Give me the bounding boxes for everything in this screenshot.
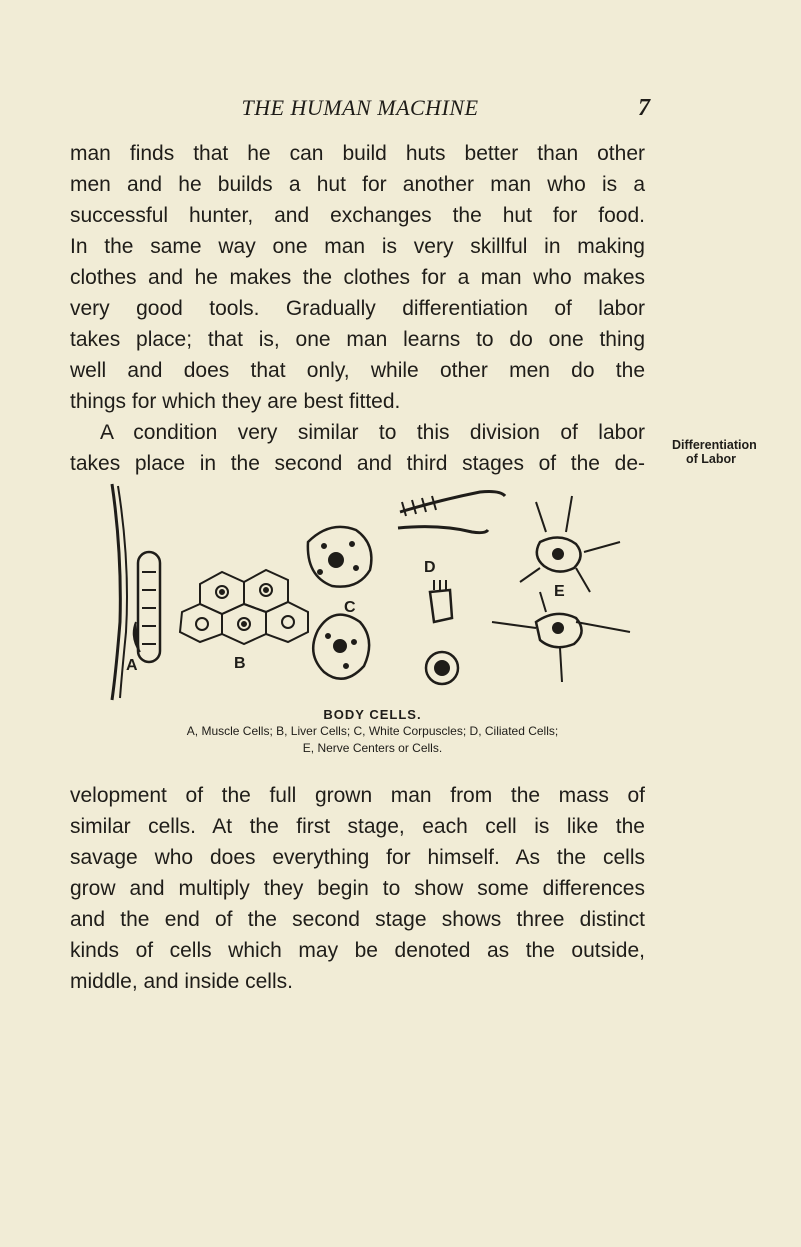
text-line: men and he builds a hut for another man who is a <box>70 173 645 196</box>
text-line: well and does that only, while other men do the <box>70 359 645 382</box>
text-line: takes place; that is, one man learns to do one thing <box>70 328 645 351</box>
ciliated-cells-drawing <box>398 492 505 685</box>
paragraph-2 <box>70 417 645 479</box>
text-line: successful hunter, and exchanges the hut for food. <box>70 204 645 227</box>
white-corpuscles-drawing <box>308 527 372 679</box>
text-line: grow and multiply they begin to show some differences <box>70 877 645 900</box>
text-line: similar cells. At the first stage, each cell is like the <box>70 815 645 838</box>
text-line: In the same way one man is very skillful in making <box>70 235 645 258</box>
figure-label-d: D <box>424 559 436 576</box>
figure-label-c: C <box>344 599 356 616</box>
text-line: kinds of cells which may be denoted as the outside, <box>70 939 645 962</box>
text-line: and the end of the second stage shows three distinct <box>70 908 645 931</box>
figure-label-b: B <box>234 655 246 672</box>
cells-drawing <box>100 472 645 712</box>
text-line: very good tools. Gradually differentiation of labor <box>70 297 645 320</box>
text-line: clothes and he makes the clothes for a man who makes <box>70 266 645 289</box>
caption-line: A, Muscle Cells; B, Liver Cells; C, White Corpuscles; D, Ciliated Cells; <box>186 724 559 738</box>
margin-note <box>672 438 797 466</box>
liver-cells-drawing <box>180 570 308 644</box>
margin-note-line: of Labor <box>686 452 736 466</box>
caption-line: E, Nerve Centers or Cells. <box>302 741 443 755</box>
text-line: A condition very similar to this division of labor <box>100 421 645 444</box>
text-line: man finds that he can build huts better than other <box>70 142 645 165</box>
body-cells-illustration <box>100 472 645 712</box>
paragraph-1 <box>70 138 645 417</box>
text-line: takes place in the second and third stages of the de- <box>70 452 645 475</box>
text-line: things for which they are best fitted. <box>70 390 401 413</box>
text-line: velopment of the full grown man from the mass of <box>70 784 645 807</box>
paragraph-3 <box>70 780 645 997</box>
figure-label-e: E <box>554 583 565 600</box>
margin-note-line: Differentiation <box>672 438 757 452</box>
figure-caption <box>100 706 645 757</box>
running-head <box>70 95 650 129</box>
caption-title: BODY CELLS. <box>323 707 422 722</box>
page-number: 7 <box>638 95 650 121</box>
figure-label-a: A <box>126 657 138 674</box>
running-title: THE HUMAN MACHINE <box>241 95 479 120</box>
text-line: middle, and inside cells. <box>70 970 293 993</box>
text-line: savage who does everything for himself. As the cells <box>70 846 645 869</box>
